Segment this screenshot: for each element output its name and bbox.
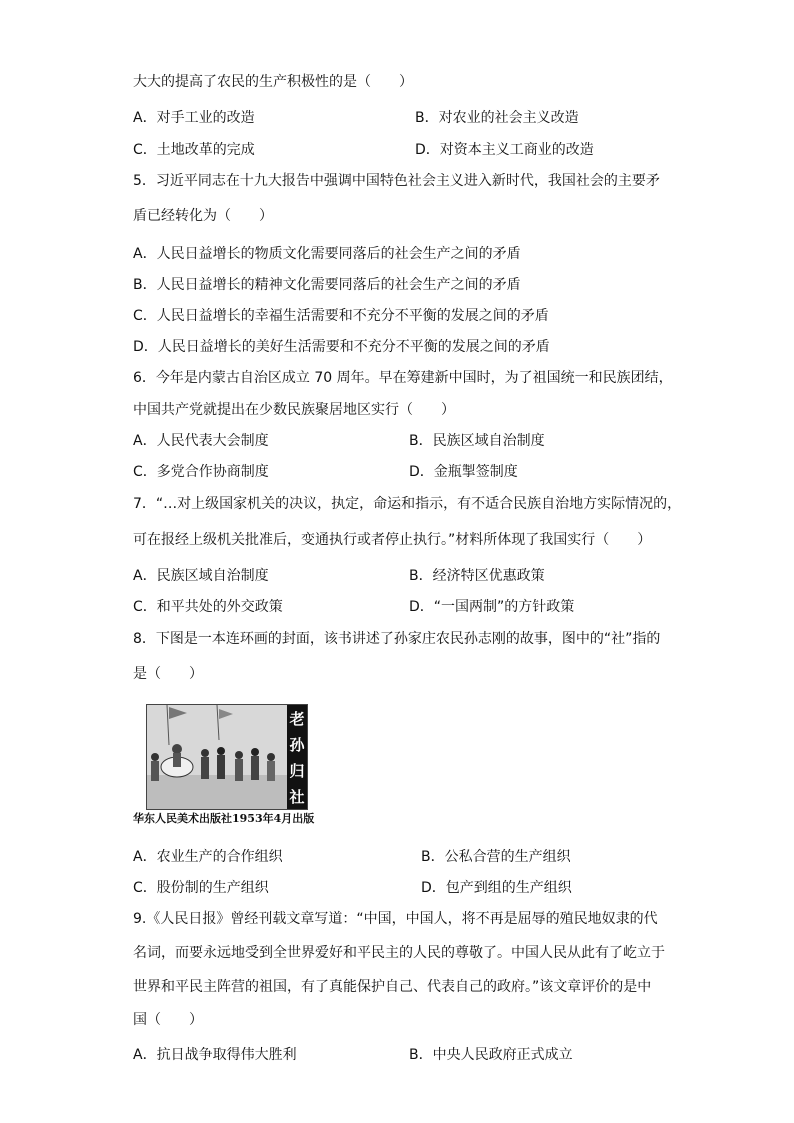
q8-option-b[interactable]: B．公私合营的生产组织 [421,849,571,865]
q6-option-b[interactable]: B．民族区域自治制度 [409,433,545,449]
q6-stem-line1: 6．今年是内蒙古自治区成立 70 周年。早在筹建新中国时，为了祖国统一和民族团结， [133,370,673,386]
q9-option-b[interactable]: B．中央人民政府正式成立 [409,1047,573,1063]
q5-option-d[interactable]: D．人民日益增长的美好生活需要和不充分不平衡的发展之间的矛盾 [133,339,550,355]
q5-stem-line2: 盾已经转化为（ ） [133,208,273,224]
comic-title-char-4: 社 [289,787,305,806]
q7-option-c[interactable]: C．和平共处的外交政策 [133,599,283,615]
q4-option-a[interactable]: A．对手工业的改造 [133,110,255,126]
q8-option-a[interactable]: A．农业生产的合作组织 [133,849,283,865]
q7-stem-line1: 7．“…对上级国家机关的决议，执定，命运和指示，有不适合民族自治地方实际情况的， [133,496,682,512]
q6-option-d[interactable]: D．金瓶掣签制度 [409,464,518,480]
q9-stem-line4: 国（ ） [133,1012,203,1028]
q8-option-d[interactable]: D．包产到组的生产组织 [421,880,572,896]
q7-stem-line2: 可在报经上级机关批准后，变通执行或者停止执行。”材料所体现了我国实行（ ） [133,532,652,548]
q8-stem-line2: 是（ ） [133,666,203,682]
q9-option-a[interactable]: A．抗日战争取得伟大胜利 [133,1047,297,1063]
q5-option-b[interactable]: B．人民日益增长的精神文化需要同落后的社会生产之间的矛盾 [133,277,521,293]
q9-stem-line2: 名词，而要永远地受到全世界爱好和平民主的人民的尊敬了。中国人民从此有了屹立于 [133,945,665,961]
comic-cover-figure [146,704,308,810]
q5-stem-line1: 5．习近平同志在十九大报告中强调中国特色社会主义进入新时代，我国社会的主要矛 [133,173,660,189]
comic-cover-title [287,705,307,809]
q8-stem-line1: 8．下图是一本连环画的封面，该书讲述了孙家庄农民孙志刚的故事，图中的“社”指的 [133,631,661,647]
q7-option-d[interactable]: D．“一国两制”的方针政策 [409,599,575,615]
q9-stem-line1: 9.《人民日报》曾经刊载文章写道：“中国，中国人，将不再是屈辱的殖民地奴隶的代 [133,911,658,927]
comic-title-char-3: 归 [289,761,305,780]
figure-caption: 华东人民美术出版社1953年4月出版 [133,812,315,825]
q6-stem-line2: 中国共产党就提出在少数民族聚居地区实行（ ） [133,402,455,418]
q4-option-c[interactable]: C．土地改革的完成 [133,142,255,158]
q9-stem-line3: 世界和平民主阵营的祖国，有了真能保护自己、代表自己的政府。”该文章评价的是中 [133,979,652,995]
q4-stem: 大大的提高了农民的生产积极性的是（ ） [133,74,413,90]
q6-option-a[interactable]: A．人民代表大会制度 [133,433,269,449]
q4-option-d[interactable]: D．对资本主义工商业的改造 [415,142,594,158]
q4-option-b[interactable]: B．对农业的社会主义改造 [415,110,579,126]
comic-title-char-1: 老 [289,709,305,728]
comic-title-char-2: 孙 [289,735,305,754]
q7-option-b[interactable]: B．经济特区优惠政策 [409,568,545,584]
comic-cover-illustration [147,705,287,809]
q6-option-c[interactable]: C．多党合作协商制度 [133,464,269,480]
q5-option-a[interactable]: A．人民日益增长的物质文化需要同落后的社会生产之间的矛盾 [133,246,521,262]
q8-option-c[interactable]: C．股份制的生产组织 [133,880,269,896]
q5-option-c[interactable]: C．人民日益增长的幸福生活需要和不充分不平衡的发展之间的矛盾 [133,308,549,324]
q7-option-a[interactable]: A．民族区域自治制度 [133,568,269,584]
